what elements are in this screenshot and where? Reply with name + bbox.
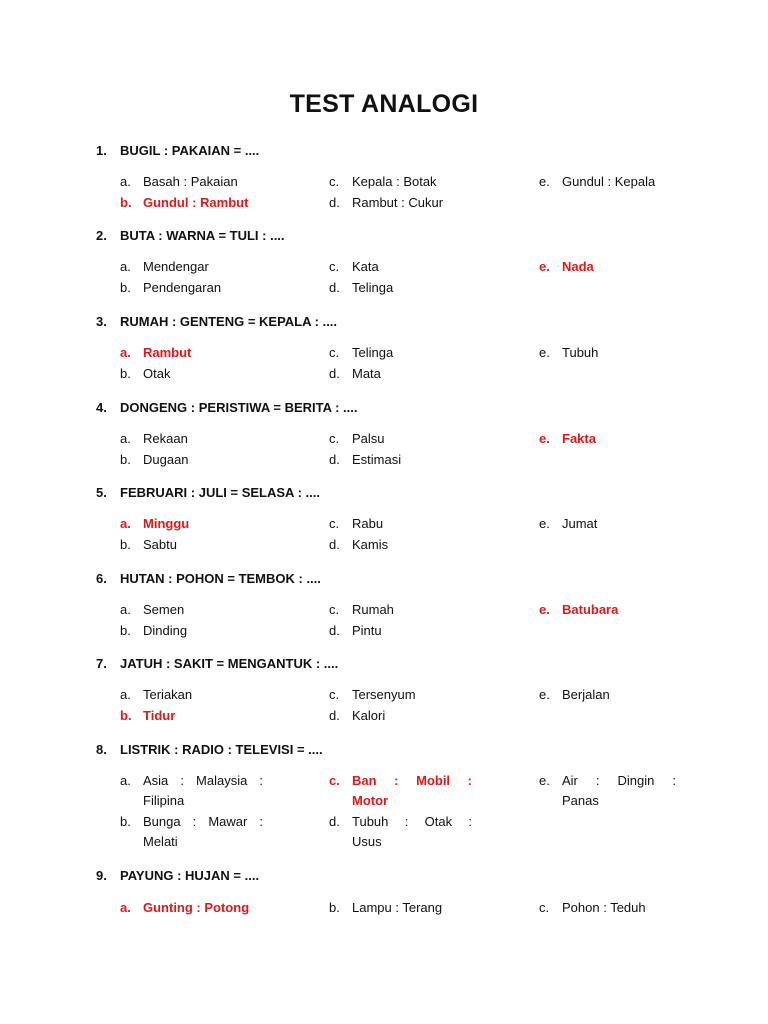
option-letter: b. [329, 900, 340, 915]
option-text: Nada [562, 259, 594, 274]
option-text-line-2: Motor [352, 793, 389, 808]
option-text: Semen [143, 602, 185, 617]
option-text: Teriakan [143, 687, 193, 702]
option-text: Gunting : Potong [143, 900, 250, 915]
option-text-line-2: Usus [352, 834, 382, 849]
option-letter: a. [120, 773, 131, 788]
question-1 [0, 143, 768, 223]
option-text: Dinding [143, 623, 188, 638]
option-text-line-1: Air : Dingin : [562, 773, 676, 788]
option-text-line-2: Filipina [143, 793, 185, 808]
option-letter: c. [329, 431, 340, 446]
option-text [143, 771, 263, 811]
option-text: Minggu [143, 516, 190, 531]
question-number: 8. [96, 742, 107, 757]
question-text: JATUH : SAKIT = MENGANTUK : .... [120, 656, 339, 671]
option-letter: d. [329, 452, 340, 467]
option-text-line-1: Tubuh : Otak : [352, 814, 472, 829]
option-text: Kata [352, 259, 379, 274]
option-letter: d. [329, 537, 340, 552]
option-letter: b. [120, 623, 131, 638]
question-number: 1. [96, 143, 107, 158]
option-letter: a. [120, 602, 131, 617]
option-letter: c. [329, 259, 340, 274]
question-number: 9. [96, 868, 107, 883]
option-text: Mendengar [143, 259, 209, 274]
option-text: Telinga [352, 280, 394, 295]
option-letter: e. [539, 602, 550, 617]
option-letter: c. [539, 900, 550, 915]
question-number: 6. [96, 571, 107, 586]
option-text-line-2: Melati [143, 834, 178, 849]
option-letter: d. [329, 708, 340, 723]
option-text: Lampu : Terang [352, 900, 443, 915]
option-letter: b. [120, 195, 132, 210]
option-letter: b. [120, 708, 132, 723]
option-letter: e. [539, 174, 550, 189]
question-9 [0, 868, 768, 948]
question-text: HUTAN : POHON = TEMBOK : .... [120, 571, 321, 586]
question-number: 7. [96, 656, 107, 671]
option-text: Rambut : Cukur [352, 195, 444, 210]
option-text: Mata [352, 366, 381, 381]
option-text [143, 812, 263, 852]
option-letter: c. [329, 773, 340, 788]
question-text: PAYUNG : HUJAN = .... [120, 868, 260, 883]
option-text: Tubuh [562, 345, 599, 360]
question-number: 4. [96, 400, 107, 415]
option-text: Palsu [352, 431, 385, 446]
option-letter: a. [120, 687, 131, 702]
option-letter: e. [539, 259, 550, 274]
option-letter: e. [539, 773, 550, 788]
question-7 [0, 656, 768, 736]
document-title: TEST ANALOGI [289, 90, 479, 118]
option-text-line-2: Panas [562, 793, 599, 808]
option-text: Tidur [143, 708, 176, 723]
question-text: BUTA : WARNA = TULI : .... [120, 228, 285, 243]
option-text: Telinga [352, 345, 394, 360]
question-text: RUMAH : GENTENG = KEPALA : .... [120, 314, 338, 329]
option-text: Otak [143, 366, 171, 381]
option-text: Sabtu [143, 537, 177, 552]
option-text: Estimasi [352, 452, 402, 467]
option-letter: a. [120, 900, 131, 915]
option-text: Jumat [562, 516, 598, 531]
option-text: Rambut [143, 345, 192, 360]
question-text: LISTRIK : RADIO : TELEVISI = .... [120, 742, 323, 757]
option-text-line-1: Ban : Mobil : [352, 773, 472, 788]
option-letter: c. [329, 174, 340, 189]
question-number: 2. [96, 228, 107, 243]
question-text: DONGENG : PERISTIWA = BERITA : .... [120, 400, 358, 415]
option-text: Pintu [352, 623, 382, 638]
option-text: Gundul : Kepala [562, 174, 656, 189]
option-letter: b. [120, 537, 131, 552]
option-text: Berjalan [562, 687, 610, 702]
option-text: Pohon : Teduh [562, 900, 646, 915]
question-5 [0, 485, 768, 565]
option-letter: a. [120, 345, 131, 360]
option-letter: e. [539, 516, 550, 531]
option-text: Rumah [352, 602, 394, 617]
option-text: Dugaan [143, 452, 189, 467]
option-letter: e. [539, 345, 550, 360]
option-letter: d. [329, 814, 340, 829]
option-letter: a. [120, 516, 131, 531]
question-2 [0, 228, 768, 308]
option-letter: a. [120, 431, 131, 446]
option-text: Tersenyum [352, 687, 416, 702]
option-letter: e. [539, 431, 550, 446]
question-number: 3. [96, 314, 107, 329]
option-letter: c. [329, 345, 340, 360]
option-letter: c. [329, 602, 340, 617]
option-letter: d. [329, 366, 340, 381]
option-text: Basah : Pakaian [143, 174, 238, 189]
option-letter: b. [120, 452, 131, 467]
question-text: BUGIL : PAKAIAN = .... [120, 143, 260, 158]
option-text: Gundul : Rambut [143, 195, 249, 210]
option-text: Kalori [352, 708, 386, 723]
question-number: 5. [96, 485, 107, 500]
option-letter: c. [329, 516, 340, 531]
option-text: Pendengaran [143, 280, 222, 295]
option-text-line-1: Bunga : Mawar : [143, 814, 263, 829]
option-text: Kepala : Botak [352, 174, 437, 189]
question-6 [0, 571, 768, 651]
option-letter: b. [120, 814, 131, 829]
option-text [352, 812, 472, 852]
option-letter: d. [329, 280, 340, 295]
option-letter: d. [329, 195, 340, 210]
option-text: Rekaan [143, 431, 188, 446]
option-text: Fakta [562, 431, 596, 446]
option-text-line-1: Asia : Malaysia : [143, 773, 263, 788]
option-text [352, 771, 472, 811]
option-text: Kamis [352, 537, 389, 552]
option-letter: b. [120, 366, 131, 381]
question-3 [0, 314, 768, 394]
option-letter: c. [329, 687, 340, 702]
option-letter: a. [120, 174, 131, 189]
option-text: Batubara [562, 602, 619, 617]
option-letter: d. [329, 623, 340, 638]
option-letter: e. [539, 687, 550, 702]
option-letter: b. [120, 280, 131, 295]
option-text [562, 771, 676, 811]
question-4 [0, 400, 768, 480]
question-text: FEBRUARI : JULI = SELASA : .... [120, 485, 320, 500]
question-8 [0, 742, 768, 852]
option-text: Rabu [352, 516, 384, 531]
option-letter: a. [120, 259, 131, 274]
